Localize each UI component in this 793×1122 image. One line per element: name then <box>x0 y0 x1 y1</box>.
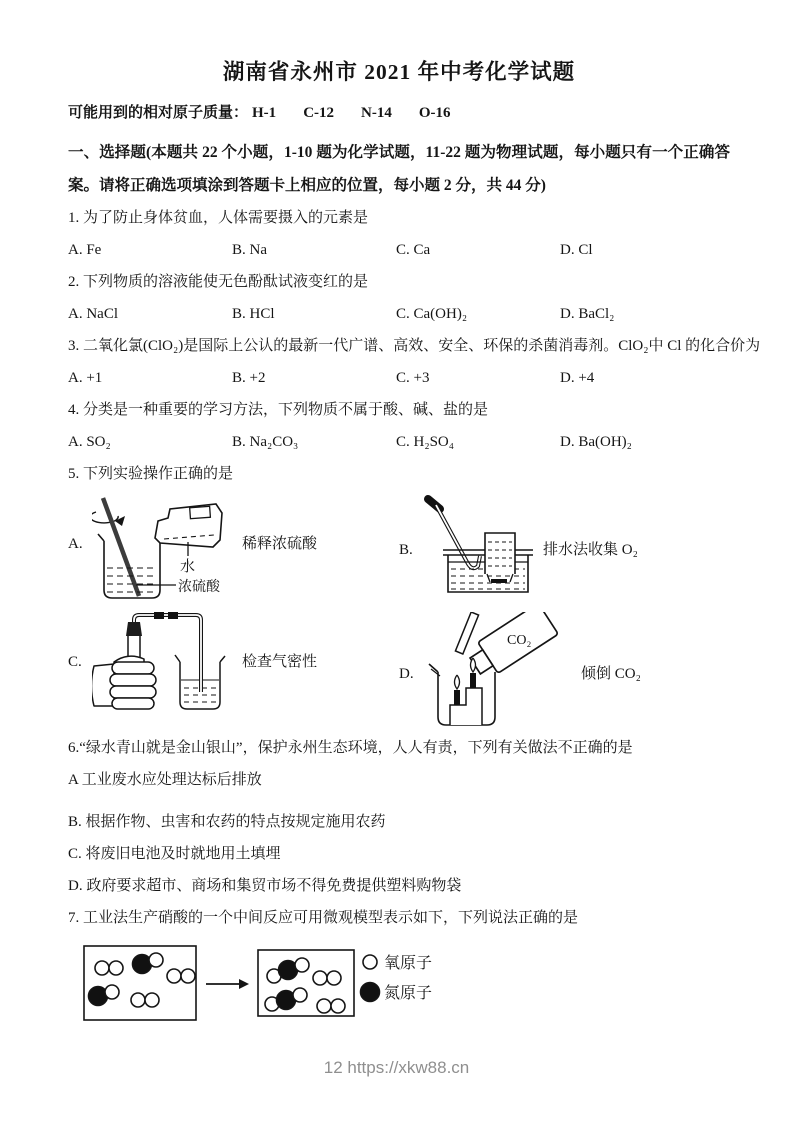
question-4-text: 4. 分类是一种重要的学习方法，下列物质不属于酸、碱、盐的是 <box>68 401 489 418</box>
q3-option-c: C. +3 <box>396 369 430 386</box>
atomic-mass-label: 可能用到的相对原子质量： <box>68 105 249 121</box>
q6-option-d: D. 政府要求超市、商场和集贸市场不得免费提供塑料购物袋 <box>68 877 462 894</box>
nitrogen-atom-label: 氮原子 <box>384 985 433 1002</box>
question-6-text: 6.“绿水青山就是金山银山”，保护永州生态环境，人人有责，下列有关做法不正确的是 <box>68 739 633 756</box>
q5-figure-a-caption: 稀释浓硫酸 <box>242 536 318 552</box>
section-header: 一、选择题(本题共 22 个小题，1-10 题为化学试题，11-22 题为物理试题，每小题只有一个正确答案。请将正确选项填涂到答题卡上相应的位置，每小题 2 分，共 44 分) <box>68 144 730 194</box>
q1-option-d: D. Cl <box>560 241 593 258</box>
q5-figure-c-letter: C. <box>68 654 82 670</box>
question-1-options <box>68 234 730 266</box>
q6-option-c: C. 将废旧电池及时就地用土填埋 <box>68 845 281 862</box>
q5-figure-d-caption: 倾倒 CO₂ <box>581 666 641 682</box>
q1-option-b: B. Na <box>232 241 267 258</box>
question-1-text: 1. 为了防止身体贫血，人体需要摄入的元素是 <box>68 209 369 226</box>
question-2-text: 2. 下列物质的溶液能使无色酚酞试液变红的是 <box>68 273 369 290</box>
dilute-acid-diagram <box>92 490 234 612</box>
acid-label: 浓硫酸 <box>178 580 220 595</box>
oxygen-atom-icon <box>363 955 377 969</box>
q5-figure-d <box>399 612 730 732</box>
q2-option-b: B. HCl <box>232 305 275 322</box>
q5-figure-c <box>68 612 399 732</box>
nitrogen-atom-icon <box>361 983 380 1002</box>
atomic-mass-h: H-1 <box>252 105 277 121</box>
atomic-mass-o: O-16 <box>418 105 451 121</box>
co2-bottle-label: CO₂ <box>507 633 532 648</box>
q5-figure-a <box>68 490 399 612</box>
q1-option-a: A. Fe <box>68 241 102 258</box>
q4-option-c: C. H₂SO₄ <box>396 433 454 450</box>
pour-co2-diagram <box>423 612 573 736</box>
question-2-options <box>68 298 730 330</box>
q2-option-d: D. BaCl₂ <box>560 305 615 322</box>
atomic-mass-c: C-12 <box>303 105 335 121</box>
q3-option-d: D. +4 <box>560 369 595 386</box>
page-footer: 12 https://xkw88.cn <box>323 1058 470 1077</box>
question-5-text: 5. 下列实验操作正确的是 <box>68 465 234 482</box>
q5-figure-row-cd <box>68 612 730 732</box>
page-title: 湖南省永州市 2021 年中考化学试题 <box>222 60 576 84</box>
q4-option-d: D. Ba(OH)₂ <box>560 433 632 450</box>
q5-figure-a-letter: A. <box>68 536 83 552</box>
q5-figure-b-caption: 排水法收集 O₂ <box>543 542 638 558</box>
q3-option-a: A. +1 <box>68 369 103 386</box>
atomic-mass-line <box>68 103 730 124</box>
q5-figure-d-letter: D. <box>399 666 414 682</box>
q4-option-b: B. Na₂CO₃ <box>232 433 299 450</box>
q3-option-b: B. +2 <box>232 369 266 386</box>
question-3-options <box>68 362 730 394</box>
q4-option-a: A. SO₂ <box>68 433 111 450</box>
q1-option-c: C. Ca <box>396 241 431 258</box>
q5-figure-b-letter: B. <box>399 542 413 558</box>
reaction-model-diagram <box>76 938 456 1034</box>
q2-option-a: A. NaCl <box>68 305 118 322</box>
q2-option-c: C. Ca(OH)₂ <box>396 305 468 322</box>
water-label: 水 <box>180 559 196 575</box>
air-tightness-diagram <box>92 612 234 726</box>
oxygen-atom-label: 氧原子 <box>384 955 433 972</box>
atomic-mass-n: N-14 <box>361 105 392 121</box>
q5-figure-b <box>399 490 730 612</box>
q5-figure-c-caption: 检查气密性 <box>242 654 318 670</box>
q7-micro-model <box>68 938 730 1038</box>
q6-option-a: A 工业废水应处理达标后排放 <box>68 771 262 788</box>
water-displacement-diagram <box>423 490 535 610</box>
question-7-text: 7. 工业法生产硝酸的一个中间反应可用微观模型表示如下，下列说法正确的是 <box>68 909 579 926</box>
q6-option-b: B. 根据作物、虫害和农药的特点按规定施用农药 <box>68 813 386 830</box>
q5-figure-row-ab <box>68 490 730 612</box>
question-4-options <box>68 426 730 458</box>
question-3-text: 3. 二氧化氯(ClO₂)是国际上公认的最新一代广谱、高效、安全、环保的杀菌消毒剂。ClO₂中 Cl 的化合价为 <box>68 337 761 354</box>
